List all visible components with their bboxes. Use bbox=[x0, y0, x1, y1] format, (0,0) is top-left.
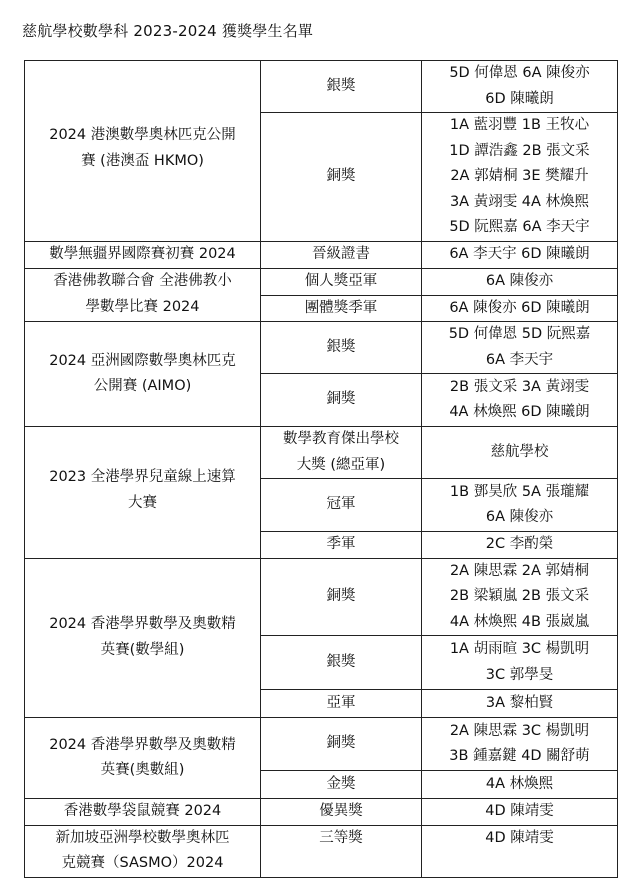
students-cell: 6A 陳俊亦 6D 陳曦朗 bbox=[422, 295, 618, 322]
award-cell: 亞軍 bbox=[261, 690, 422, 718]
award-cell: 冠軍 bbox=[261, 479, 422, 532]
competition-cell: 2023 全港學界兒童線上速算 大賽 bbox=[25, 427, 261, 559]
table-row bbox=[25, 825, 618, 877]
award-cell: 優異獎 bbox=[261, 799, 422, 826]
students-cell: 4D 陳靖雯 bbox=[422, 825, 618, 877]
award-cell: 銀獎 bbox=[261, 322, 422, 374]
students-cell: 4D 陳靖雯 bbox=[422, 799, 618, 826]
document-title: 慈航學校數學科 2023-2024 獲獎學生名單 bbox=[22, 22, 314, 40]
award-cell: 銅獎 bbox=[261, 113, 422, 242]
competition-cell: 香港佛教聯合會 全港佛教小 學數學比賽 2024 bbox=[25, 268, 261, 322]
competition-cell: 數學無疆界國際賽初賽 2024 bbox=[25, 241, 261, 268]
competition-cell: 新加坡亞洲學校數學奧林匹 克競賽（SASMO）2024 bbox=[25, 825, 261, 877]
table-row bbox=[25, 718, 618, 771]
award-cell: 銅獎 bbox=[261, 718, 422, 771]
students-cell: 2A 陳思霖 2A 郭婧桐 2B 梁穎嵐 2B 張文采 4A 林煥熙 4B 張崴嵐 bbox=[422, 558, 618, 636]
competition-cell: 2024 香港學界數學及奧數精 英賽(數學組) bbox=[25, 558, 261, 718]
students-cell: 5D 何偉恩 6A 陳俊亦 6D 陳曦朗 bbox=[422, 61, 618, 113]
award-cell: 季軍 bbox=[261, 532, 422, 559]
students-cell: 3A 黎柏賢 bbox=[422, 690, 618, 718]
students-cell: 6A 李天宇 6D 陳曦朗 bbox=[422, 241, 618, 268]
award-cell: 團體獎季軍 bbox=[261, 295, 422, 322]
competition-cell: 2024 港澳數學奧林匹克公開 賽 (港澳盃 HKMO) bbox=[25, 61, 261, 242]
award-cell: 晉級證書 bbox=[261, 241, 422, 268]
award-cell: 銅獎 bbox=[261, 374, 422, 427]
students-cell: 2A 陳思霖 3C 楊凱明 3B 鍾嘉鍵 4D 關舒萌 bbox=[422, 718, 618, 771]
award-cell: 銀獎 bbox=[261, 61, 422, 113]
competition-cell: 2024 亞洲國際數學奧林匹克 公開賽 (AIMO) bbox=[25, 322, 261, 427]
students-cell: 6A 陳俊亦 bbox=[422, 268, 618, 295]
table-row bbox=[25, 799, 618, 826]
table-row bbox=[25, 61, 618, 113]
award-cell: 數學教育傑出學校 大獎 (總亞軍) bbox=[261, 427, 422, 479]
students-cell: 1A 藍羽豐 1B 王牧心 1D 譚浩鑫 2B 張文采 2A 郭婧桐 3E 樊耀升 3A 黃翊雯 4A 林煥熙 5D 阮熙嘉 6A 李天宇 bbox=[422, 113, 618, 242]
students-cell: 2C 李酌榮 bbox=[422, 532, 618, 559]
award-cell: 銀獎 bbox=[261, 636, 422, 690]
students-cell: 慈航學校 bbox=[422, 427, 618, 479]
award-cell: 個人獎亞軍 bbox=[261, 268, 422, 295]
award-cell: 銅獎 bbox=[261, 558, 422, 636]
table-row bbox=[25, 241, 618, 268]
students-cell: 4A 林煥熙 bbox=[422, 771, 618, 799]
students-cell: 1A 胡雨暄 3C 楊凱明 3C 郭學旻 bbox=[422, 636, 618, 690]
award-cell: 三等獎 bbox=[261, 825, 422, 877]
table-row bbox=[25, 427, 618, 479]
table-row bbox=[25, 558, 618, 636]
students-cell: 1B 鄧昊欣 5A 張瓏耀 6A 陳俊亦 bbox=[422, 479, 618, 532]
competition-cell: 2024 香港學界數學及奧數精 英賽(奧數組) bbox=[25, 718, 261, 799]
students-cell: 5D 何偉恩 5D 阮熙嘉 6A 李天宇 bbox=[422, 322, 618, 374]
award-cell: 金獎 bbox=[261, 771, 422, 799]
table-row bbox=[25, 268, 618, 295]
competition-cell: 香港數學袋鼠競賽 2024 bbox=[25, 799, 261, 826]
students-cell: 2B 張文采 3A 黃翊雯 4A 林煥熙 6D 陳曦朗 bbox=[422, 374, 618, 427]
table-row bbox=[25, 322, 618, 374]
awards-table bbox=[24, 60, 618, 878]
